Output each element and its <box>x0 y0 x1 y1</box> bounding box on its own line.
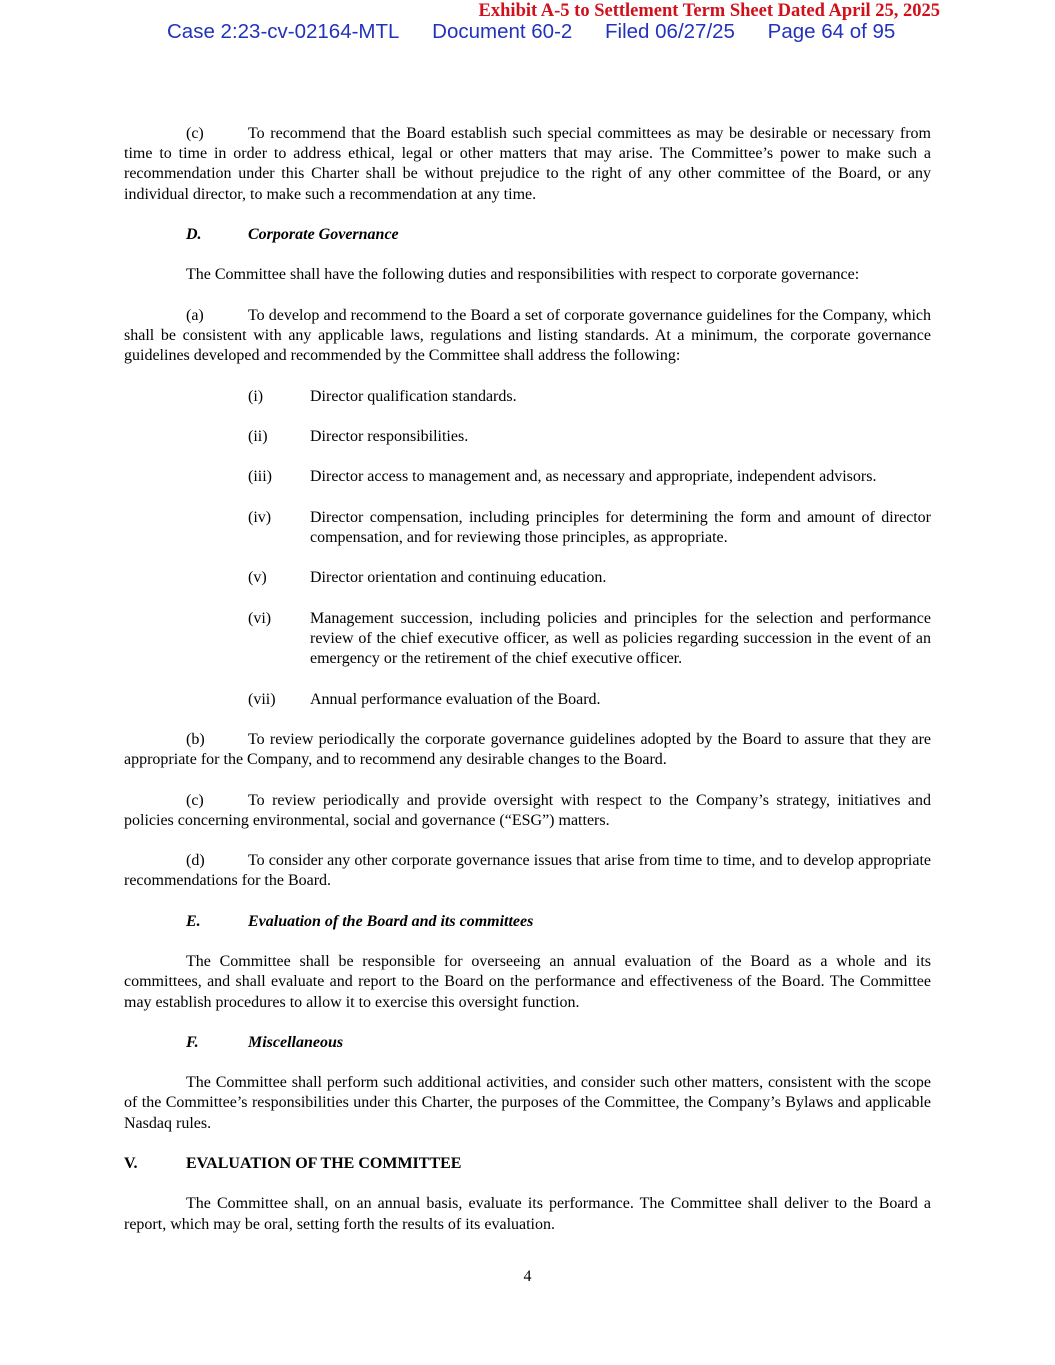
list-item <box>248 427 931 447</box>
paragraph-miscellaneous: The Committee shall perform such additional activities, and consider such other matters, consistent with the scope of the Committee’s responsibilities under this Charter, the purposes of the Committee, the Company’s Bylaws and applicable Nasdaq rules. <box>124 1074 931 1132</box>
paragraph-text: To develop and recommend to the Board a set of corporate governance guidelines for the Company, which shall be consistent with any applicable laws, regulations and listing standards. At a minimum, the corporate governance guidelines developed and recommended by the Committee shall address the following: <box>124 306 931 365</box>
list-item-text: Management succession, including policies and principles for the selection and performance review of the chief executive officer, as well as policies regarding succession in the event of an emergency or the retirement of the chief executive officer. <box>310 609 931 668</box>
paragraph-a-guidelines <box>124 306 931 367</box>
list-item <box>248 508 931 548</box>
heading-miscellaneous <box>186 1033 931 1053</box>
heading-label: F. <box>186 1033 199 1051</box>
paragraph-c-esg <box>124 791 931 831</box>
list-item-text: Director qualification standards. <box>310 387 517 405</box>
heading-corporate-governance <box>186 225 931 245</box>
document-number: Document 60-2 <box>432 20 573 43</box>
paragraph-text: To consider any other corporate governance issues that arise from time to time, and to develop appropriate recommendations for the Board. <box>124 852 931 890</box>
list-item <box>248 568 931 588</box>
heading-title: Corporate Governance <box>248 226 399 243</box>
paragraph-board-evaluation: The Committee shall be responsible for overseeing an annual evaluation of the Board as a whole and its committees, and shall evaluate and report to the Board on the performance and effectiveness of the Board. The Committee may establish procedures to allow it to exercise this oversight function. <box>124 953 931 1011</box>
heading-label: E. <box>186 912 201 930</box>
list-item-number: (vii) <box>248 690 276 708</box>
paragraph-label: (d) <box>186 852 205 870</box>
case-number: Case 2:23-cv-02164-MTL <box>167 20 400 43</box>
paragraph-label: (c) <box>186 125 204 142</box>
paragraph-text: To review periodically and provide oversight with respect to the Company’s strategy, initiatives and policies concerning environmental, social and governance (“ESG”) matters. <box>124 791 931 829</box>
list-item-text: Annual performance evaluation of the Board. <box>310 690 601 708</box>
page-number: 4 <box>523 1268 532 1285</box>
list-item-number: (iv) <box>248 508 272 526</box>
court-filing-header <box>167 20 922 44</box>
section-label: V. <box>124 1155 138 1173</box>
list-item-text: Director access to management and, as necessary and appropriate, independent advisors. <box>310 468 877 486</box>
list-item-number: (i) <box>248 387 264 405</box>
heading-label: D. <box>186 226 202 243</box>
section-title: EVALUATION OF THE COMMITTEE <box>186 1155 462 1173</box>
paragraph-committee-evaluation: The Committee shall, on an annual basis, evaluate its performance. The Committee shall deliver to the Board a report, which may be oral, setting forth the results of its evaluation. <box>124 1195 931 1233</box>
list-item-text: Director orientation and continuing education. <box>310 569 607 587</box>
paragraph-label: (a) <box>186 306 204 324</box>
list-item-number: (ii) <box>248 427 268 445</box>
paragraph-label: (c) <box>186 791 204 809</box>
exhibit-stamp: Exhibit A-5 to Settlement Term Sheet Dated April 25, 2025 <box>478 1 940 21</box>
list-item-number: (vi) <box>248 609 272 627</box>
paragraph-governance-intro: The Committee shall have the following duties and responsibilities with respect to corporate governance: <box>186 266 860 284</box>
list-item <box>248 609 931 670</box>
paragraph-label: (b) <box>186 730 205 748</box>
heading-title: Evaluation of the Board and its committees <box>248 912 534 930</box>
filed-date: Filed 06/27/25 <box>605 20 735 43</box>
list-item <box>248 467 931 487</box>
paragraph-d-other-issues <box>124 851 931 891</box>
list-item <box>248 387 931 407</box>
section-heading-evaluation <box>124 1154 931 1174</box>
heading-title: Miscellaneous <box>248 1033 344 1051</box>
list-item-text: Director compensation, including principles for determining the form and amount of director compensation, and for reviewing those principles, as appropriate. <box>310 508 931 546</box>
heading-board-evaluation <box>186 912 931 932</box>
list-item-text: Director responsibilities. <box>310 427 469 445</box>
list-item-number: (v) <box>248 569 267 587</box>
paragraph-text: To review periodically the corporate governance guidelines adopted by the Board to assure that they are appropriate for the Company, and to recommend any desirable changes to the Board. <box>124 730 931 769</box>
list-item <box>248 690 931 710</box>
paragraph-text: To recommend that the Board establish such special committees as may be desirable or necessary from time to time in order to address ethical, legal or other matters that may arise. The Committee’s power to make such a recommendation under this Charter shall be without prejudice to the right of any other committee of the Board, or any individual director, to make such a recommendation at any time. <box>124 125 931 203</box>
page-count: Page 64 of 95 <box>767 20 896 43</box>
paragraph-c-committees <box>124 124 931 205</box>
paragraph-b-review <box>124 730 931 770</box>
document-body <box>124 124 931 1255</box>
list-item-number: (iii) <box>248 468 272 486</box>
